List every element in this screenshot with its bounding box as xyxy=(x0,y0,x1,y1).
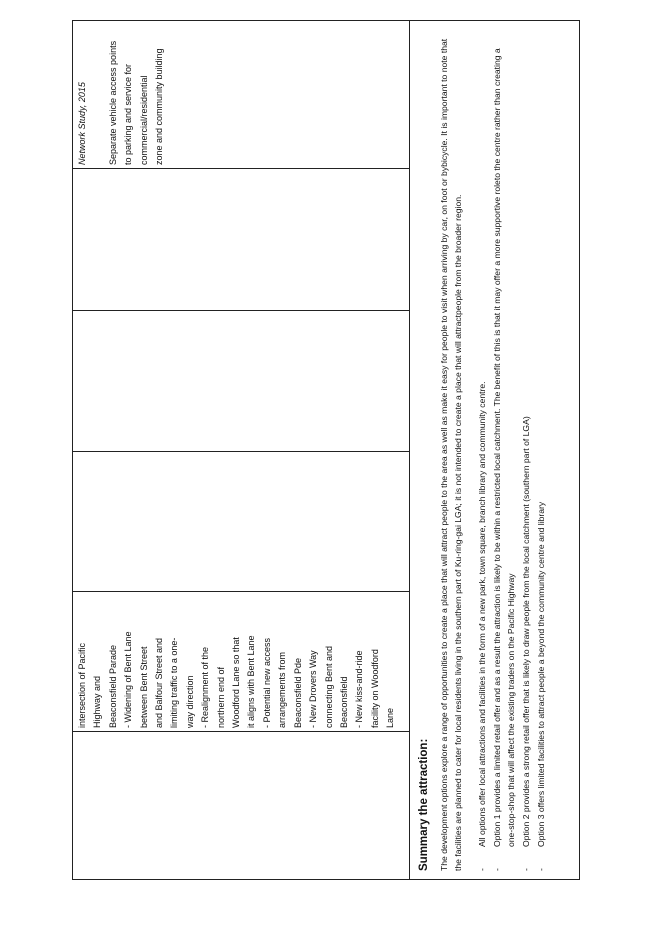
access-change-line: it aligns with Bent Lane xyxy=(246,635,257,728)
summary-section xyxy=(410,20,580,880)
table-cell-access-changes xyxy=(73,592,409,732)
bullet-line: to the centre rather than creating a one-stop-shop that will affect the existing traders on the Pacific Highway xyxy=(491,48,517,847)
reference-text xyxy=(73,19,169,168)
table-cell-empty xyxy=(73,452,409,592)
table-cell-empty xyxy=(73,169,409,311)
bullet-line: Option 1 provides a limited retail offer and as a result the attraction is likely to be within a restricted local catchment. The benefit of this is that it may offer a more supportive role xyxy=(491,180,502,847)
access-change-line: Woodford Lane so that xyxy=(231,637,242,728)
summary-bullet-list xyxy=(475,29,548,871)
access-change-line: - Realignment of the xyxy=(200,646,211,728)
table-cell-empty xyxy=(73,311,409,452)
summary-bullet xyxy=(519,29,534,871)
paragraph-line: people from the broader region. xyxy=(452,194,463,315)
access-changes-text xyxy=(73,592,401,731)
access-change-line: Highway and xyxy=(92,675,103,728)
reference-line: to parking and service for xyxy=(123,63,134,165)
summary-paragraph xyxy=(438,29,465,871)
summary-bullet xyxy=(475,29,490,871)
access-change-line: northern end of xyxy=(215,666,226,728)
access-change-line: Lane xyxy=(385,707,396,728)
table-cell-empty xyxy=(73,732,409,879)
access-change-line: - Potential new access xyxy=(261,637,272,728)
access-change-line: and Balfour Street and xyxy=(154,637,165,728)
bullet-line: All options offer local attractions and facilities in the form of a new park, town square, branch library and community centre. xyxy=(477,381,488,847)
summary-bullet xyxy=(490,29,519,871)
summary-heading: Summary the attraction: xyxy=(418,738,430,871)
bullet-marker: - xyxy=(535,868,546,871)
bullet-line: Option 2 provides a strong retail offer that is likely to draw people from the local catchment (southern part of LGA) xyxy=(520,416,531,847)
access-change-line: Beaconsfield Pde xyxy=(292,657,303,728)
paragraph-line: The development options explore a range of opportunities to create a place that will attract people to the area as well as make it easy for people to visit when arriving by car, on foot or by xyxy=(439,166,449,871)
table-cell-reference xyxy=(73,19,409,169)
bullet-marker: - xyxy=(491,868,502,871)
access-change-line: intersection of Pacific xyxy=(77,642,87,728)
bullet-marker: - xyxy=(520,868,531,871)
access-change-line: limiting traffic to a one- xyxy=(169,637,180,728)
paragraph-line: bicycle. It is important to note that the facilities are planned to cater for local residents living in the southern part of Ku-ring-gai LGA; it is not intended to create a place that will attract xyxy=(439,38,463,871)
access-change-line: between Bent Street xyxy=(138,646,149,728)
access-change-line: Beaconsfield Parade xyxy=(107,644,118,728)
access-change-line: - New kiss-and-ride xyxy=(354,650,365,728)
reference-line: Separate vehicle access points xyxy=(107,40,118,165)
access-change-line: way direction xyxy=(184,675,195,728)
bullet-marker: - xyxy=(477,868,488,871)
access-change-line: - Widening of Bent Lane xyxy=(123,631,134,728)
access-change-line: arrangements from xyxy=(277,651,288,728)
options-table xyxy=(72,20,410,880)
reference-source: Network Study, 2015 xyxy=(77,82,87,165)
bullet-line: Option 3 offers limited facilities to attract people a beyond the community centre and library xyxy=(535,501,546,847)
reference-line: zone and community building xyxy=(154,48,165,165)
access-change-line: - New Drovers Way xyxy=(308,650,319,728)
access-change-line: Beaconsfield xyxy=(338,676,349,728)
rotated-page xyxy=(72,20,580,880)
access-change-line: facility on Woodford xyxy=(369,649,380,728)
summary-bullet xyxy=(534,29,549,871)
reference-line: commercial/residential xyxy=(138,75,149,165)
access-change-line: connecting Bent and xyxy=(323,645,334,728)
